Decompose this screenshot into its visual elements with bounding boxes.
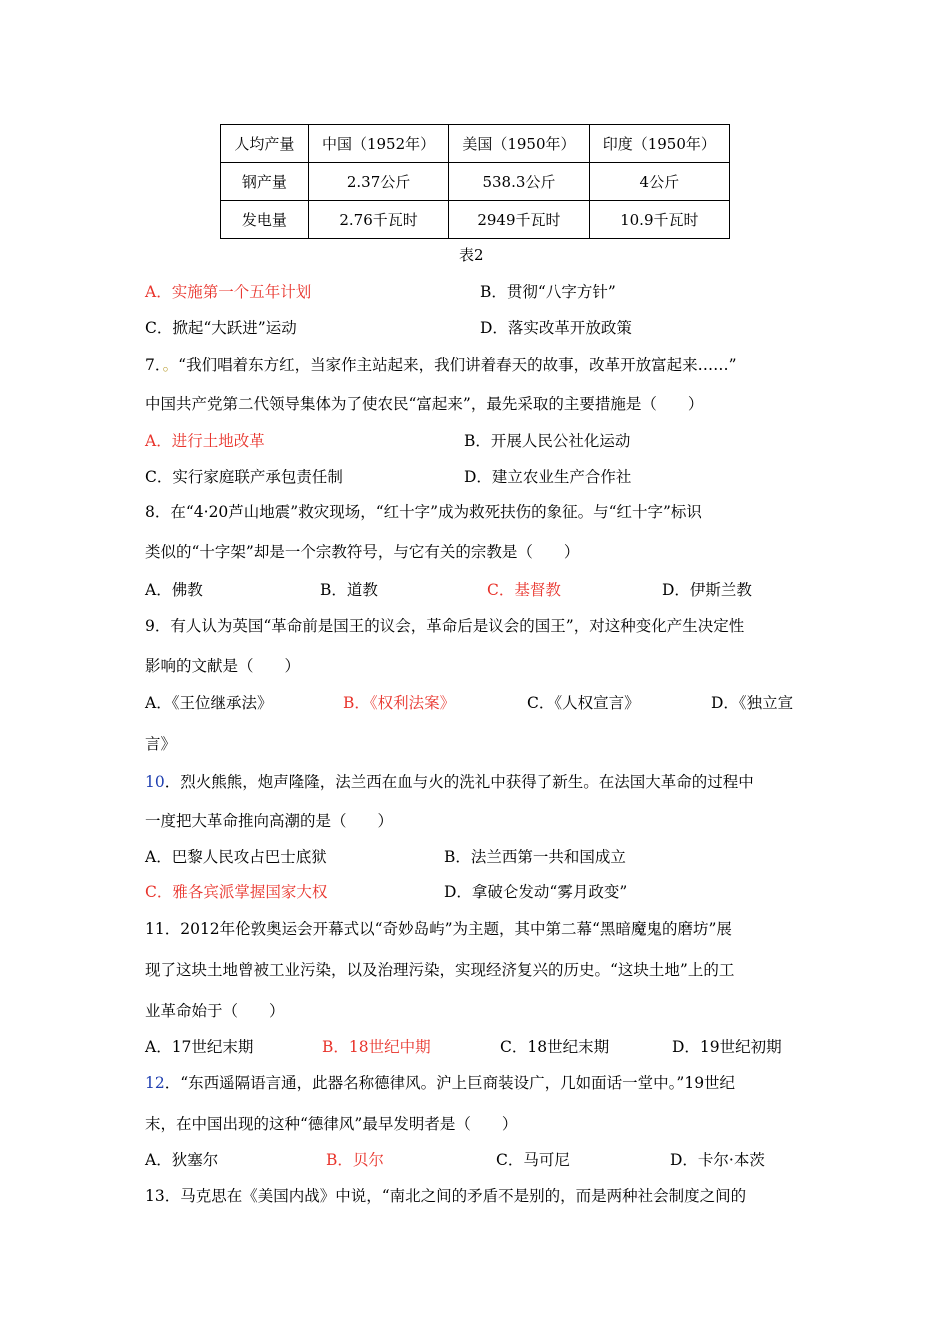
q6-option-a: A．实施第一个五年计划 [145, 283, 312, 301]
q11-stem-line2: 现了这块土地曾被工业污染，以及治理污染，实现经济复兴的历史。“这块土地”上的工 [145, 961, 735, 979]
table-cell: 美国（1950年） [449, 125, 589, 163]
q7-option-d: D．建立农业生产合作社 [464, 468, 632, 486]
q12-option-a: A．狄塞尔 [145, 1151, 219, 1169]
q8-option-a: A．佛教 [145, 581, 203, 599]
q12-stem-line2: 末，在中国出现的这种“德律风”最早发明者是（ ） [145, 1115, 518, 1133]
q9-stem-line1: 9．有人认为英国“革命前是国王的议会，革命后是议会的国王”，对这种变化产生决定性 [145, 617, 745, 635]
q10-stem-line2: 一度把大革命推向高潮的是（ ） [145, 812, 394, 830]
q12-option-c: C．马可尼 [496, 1151, 570, 1169]
q11-option-a: A．17世纪末期 [145, 1038, 254, 1056]
q12-option-d: D．卡尔·本茨 [670, 1151, 765, 1169]
q7-stem-line2: 中国共产党第二代领导集体为了使农民“富起来”，最先采取的主要措施是（ ） [145, 395, 704, 413]
q10-stem-line1: 10．烈火熊熊，炮声隆隆，法兰西在血与火的洗礼中获得了新生。在法国大革命的过程中 [145, 773, 754, 791]
q7-option-a: A．进行土地改革 [145, 432, 265, 450]
table-cell: 印度（1950年） [589, 125, 729, 163]
q10-option-d: D．拿破仑发动“雾月政变” [444, 883, 628, 901]
q10-option-a: A．巴黎人民攻占巴士底狱 [145, 848, 327, 866]
question-number: 10 [145, 773, 165, 791]
q8-option-d: D．伊斯兰教 [662, 581, 752, 599]
q10-option-b: B．法兰西第一共和国成立 [444, 848, 626, 866]
question-number: 12 [145, 1074, 165, 1092]
q6-option-d: D．落实改革开放政策 [480, 319, 632, 337]
q9-option-b: B．《权利法案》 [343, 694, 456, 712]
table-row [221, 201, 730, 239]
q7-option-b: B．开展人民公社化运动 [464, 432, 631, 450]
q11-stem-line3: 业革命始于（ ） [145, 1002, 285, 1020]
table-row [221, 163, 730, 201]
q9-option-c: C．《人权宣言》 [527, 694, 640, 712]
q10-option-c: C．雅各宾派掌握国家大权 [145, 883, 328, 901]
production-table [220, 124, 730, 239]
q6-option-c: C．掀起“大跃进”运动 [145, 319, 297, 337]
table-cell: 10.9千瓦时 [589, 201, 729, 239]
question-number: 7． [145, 356, 163, 374]
table-cell: 4公斤 [589, 163, 729, 201]
q9-option-d: D．《独立宣 [711, 694, 794, 712]
table-header-row [221, 125, 730, 163]
table-caption: 表2 [459, 246, 484, 264]
stray-mark: 。 [162, 356, 179, 374]
table-cell: 发电量 [221, 201, 309, 239]
q11-option-b: B．18世纪中期 [322, 1038, 431, 1056]
q9-option-a: A．《王位继承法》 [145, 694, 273, 712]
q11-stem-line1: 11．2012年伦敦奥运会开幕式以“奇妙岛屿”为主题，其中第二幕“黑暗魔鬼的磨坊”展 [145, 920, 732, 938]
q13-stem-line1: 13．马克思在《美国内战》中说，“南北之间的矛盾不是别的，而是两种社会制度之间的 [145, 1187, 747, 1205]
table-cell: 2.37公斤 [308, 163, 448, 201]
q6-option-b: B．贯彻“八字方针” [480, 283, 616, 301]
table-cell: 钢产量 [221, 163, 309, 201]
q9-option-d-wrap: 言》 [145, 735, 177, 753]
q7-option-c: C．实行家庭联产承包责任制 [145, 468, 343, 486]
q8-option-b: B．道教 [320, 581, 378, 599]
q8-stem-line2: 类似的“十字架”却是一个宗教符号，与它有关的宗教是（ ） [145, 543, 580, 561]
q7-stem-line1: 7．。“我们唱着东方红，当家作主站起来，我们讲着春天的故事，改革开放富起来……” [145, 356, 737, 374]
table-cell: 人均产量 [221, 125, 309, 163]
q8-option-c: C．基督教 [487, 581, 561, 599]
table-cell: 2949千瓦时 [449, 201, 589, 239]
q11-option-d: D．19世纪初期 [672, 1038, 782, 1056]
q9-stem-line2: 影响的文献是（ ） [145, 657, 301, 675]
q11-option-c: C．18世纪末期 [500, 1038, 610, 1056]
q12-option-b: B．贝尔 [326, 1151, 384, 1169]
table-cell: 2.76千瓦时 [308, 201, 448, 239]
table-cell: 538.3公斤 [449, 163, 589, 201]
table-cell: 中国（1952年） [308, 125, 448, 163]
q8-stem-line1: 8．在“4·20芦山地震”救灾现场，“红十字”成为救死扶伤的象征。与“红十字”标识 [145, 503, 702, 521]
q12-stem-line1: 12．“东西遥隔语言通，此器名称德律风。沪上巨商装设广，几如面话一堂中。”19世纪 [145, 1074, 736, 1092]
